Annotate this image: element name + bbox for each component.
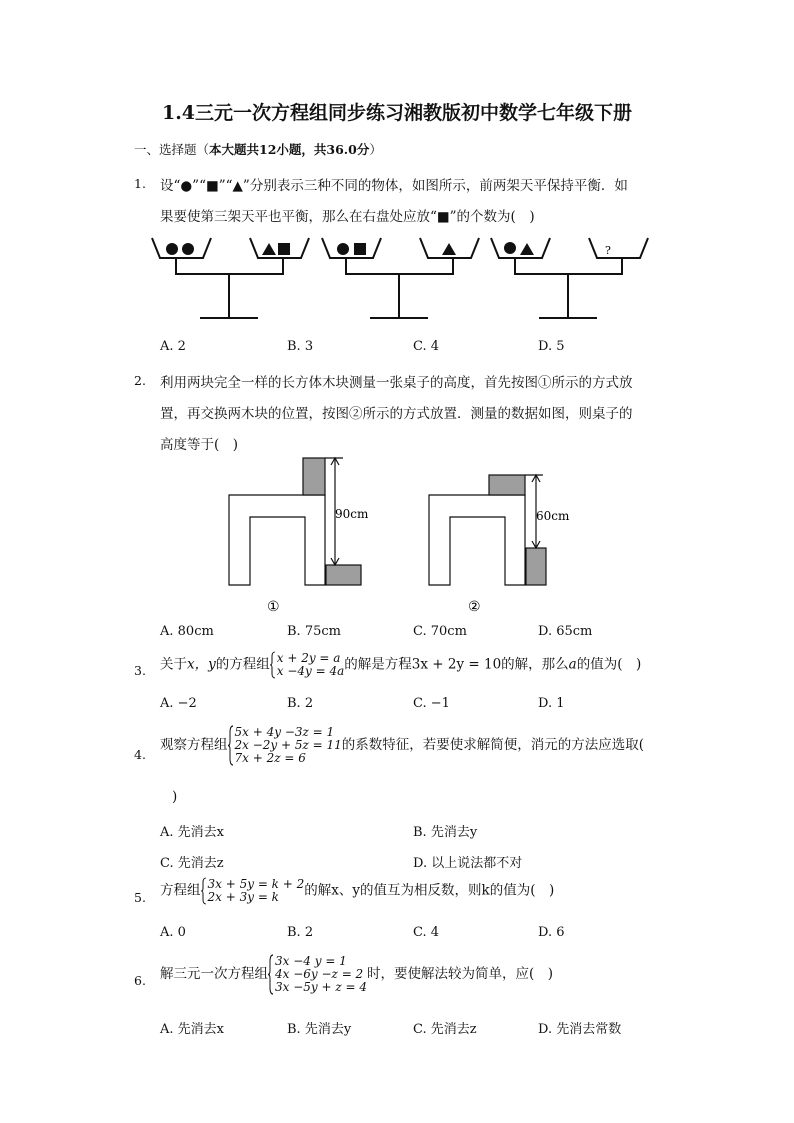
q4-eq-1: 5x + 4y −3z = 1 <box>234 725 335 739</box>
q4-system <box>228 726 342 765</box>
page-title: 1.4三元一次方程组同步练习湘教版初中数学七年级下册 <box>161 102 633 124</box>
q3-eq-1: x + 2y = a <box>276 651 341 665</box>
q3-option-a[interactable]: A. −2 <box>160 696 197 711</box>
q5-option-c[interactable]: C. 4 <box>413 925 440 940</box>
q2-option-a[interactable]: A. 80cm <box>160 624 214 639</box>
q5-system <box>201 878 305 904</box>
q1-balance-figure <box>140 232 660 327</box>
q6-option-d[interactable]: D. 先消去常数 <box>538 1022 622 1037</box>
q1-option-b[interactable]: B. 3 <box>287 339 314 354</box>
q4-pre: 观察方程组 <box>160 737 228 753</box>
q2-option-c[interactable]: C. 70cm <box>413 624 467 639</box>
q5-post: 的解x、y的值互为相反数，则k的值为( ) <box>304 882 555 899</box>
q1-line-1: 设“●”“■”“▲”分别表示三种不同的物体，如图所示，前两架天平保持平衡．如 <box>160 178 628 194</box>
q5-option-d[interactable]: D. 6 <box>538 925 565 940</box>
section-header <box>134 140 382 158</box>
section-suffix: ） <box>369 142 382 157</box>
q6-system <box>268 955 367 994</box>
q2-line-2: 置，再交换两木块的位置，按图②所示的方式放置．测量的数据如图，则桌子的 <box>160 406 633 422</box>
q3-option-d[interactable]: D. 1 <box>538 696 565 711</box>
section-prefix: 一、选择题（ <box>134 142 210 157</box>
q3-option-c[interactable]: C. −1 <box>413 696 450 711</box>
q4-continued: ) <box>172 789 178 805</box>
q6-option-b[interactable]: B. 先消去y <box>287 1022 352 1037</box>
q6-eq-3: 3x −5y + z = 4 <box>275 980 368 994</box>
q2-option-b[interactable]: B. 75cm <box>287 624 341 639</box>
q3-pre: 关于 <box>160 656 187 673</box>
q1-option-a[interactable]: A. 2 <box>160 339 186 354</box>
q6-post: 时，要使解法较为简单，应( ) <box>367 966 554 982</box>
q5-pre: 方程组 <box>160 882 201 899</box>
q5-stem <box>160 878 554 904</box>
q1-line-2: 果要使第三架天平也平衡，那么在右盘处应放“■”的个数为( ) <box>160 209 535 225</box>
q5-eq-1: 3x + 5y = k + 2 <box>207 877 305 891</box>
q4-number: 4. <box>134 747 146 762</box>
q3-var-a: a <box>568 656 577 673</box>
q3-mid: 的方程组 <box>215 656 270 673</box>
q1-option-d[interactable]: D. 5 <box>538 339 565 354</box>
q3-system <box>270 652 345 678</box>
q2-fig2-caption: ② <box>468 599 481 615</box>
section-count: 本大题共12小题，共36.0分 <box>209 142 370 157</box>
q4-post: 的系数特征，若要使求解简便，消元的方法应选取( <box>341 737 645 753</box>
q6-eq-1: 3x −4 y = 1 <box>275 954 347 968</box>
q6-option-a[interactable]: A. 先消去x <box>160 1022 224 1037</box>
q2-table-figure <box>225 455 570 620</box>
q4-option-d[interactable]: D. 以上说法都不对 <box>413 856 523 871</box>
q5-number: 5. <box>134 890 146 905</box>
q5-option-a[interactable]: A. 0 <box>160 925 186 940</box>
q4-eq-2: 2x −2y + 5z = 11 <box>234 738 342 752</box>
q3-eq-2: x −4y = 4a <box>276 664 345 678</box>
q3-vars: x，y <box>187 656 216 673</box>
q2-fig1-caption: ① <box>267 599 280 615</box>
q2-fig2-measure: 60cm <box>536 509 570 523</box>
q6-option-c[interactable]: C. 先消去z <box>413 1022 477 1037</box>
q6-pre: 解三元一次方程组 <box>160 966 268 982</box>
q5-eq-2: 2x + 3y = k <box>207 890 279 904</box>
q3-end: 的值为( ) <box>576 656 642 673</box>
q4-option-b[interactable]: B. 先消去y <box>413 825 478 840</box>
q2-line-1: 利用两块完全一样的长方体木块测量一张桌子的高度，首先按图①所示的方式放 <box>160 375 633 391</box>
q5-option-b[interactable]: B. 2 <box>287 925 314 940</box>
q3-post: 的解是方程3x + 2y = 10的解，那么 <box>344 656 569 673</box>
q2-line-3: 高度等于( ) <box>160 437 239 453</box>
q3-option-b[interactable]: B. 2 <box>287 696 314 711</box>
q3-stem <box>160 652 641 678</box>
q1-question-mark: ? <box>605 244 611 257</box>
q4-option-a[interactable]: A. 先消去x <box>160 825 224 840</box>
q2-number: 2. <box>134 373 146 388</box>
q6-number: 6. <box>134 973 146 988</box>
q4-option-c[interactable]: C. 先消去z <box>160 856 224 871</box>
q2-fig1-measure: 90cm <box>335 507 369 521</box>
q4-eq-3: 7x + 2z = 6 <box>234 751 306 765</box>
q6-stem <box>160 955 553 994</box>
q1-number: 1. <box>134 176 146 191</box>
q3-number: 3. <box>134 663 146 678</box>
q4-stem <box>160 726 644 765</box>
q2-option-d[interactable]: D. 65cm <box>538 624 593 639</box>
q1-option-c[interactable]: C. 4 <box>413 339 440 354</box>
q6-eq-2: 4x −6y −z = 2 <box>275 967 364 981</box>
